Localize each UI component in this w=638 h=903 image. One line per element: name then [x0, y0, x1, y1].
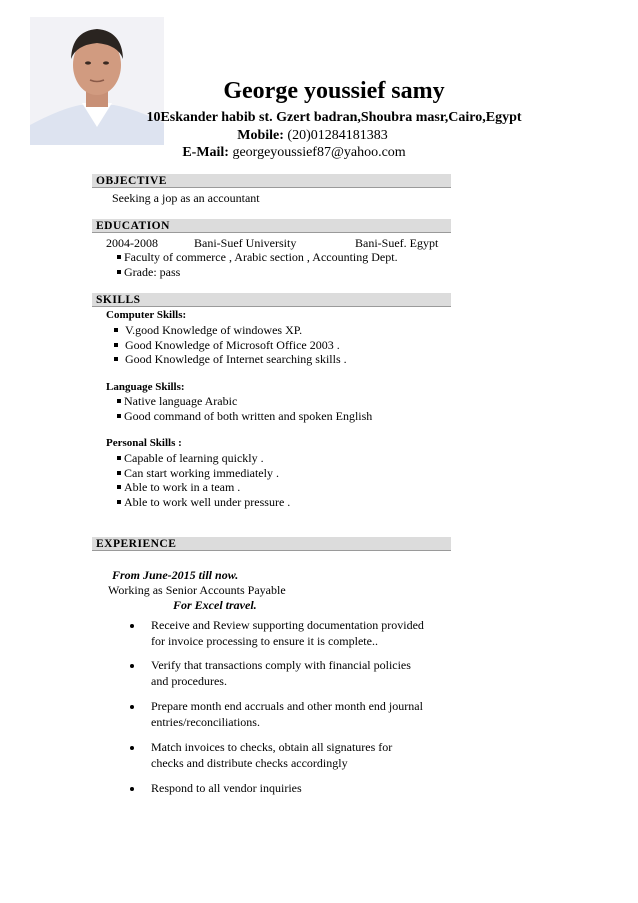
square-bullet-icon: [117, 414, 121, 418]
experience-heading: EXPERIENCE: [92, 537, 451, 551]
list-item: Can start working immediately .: [117, 466, 279, 481]
list-item: V.good Knowledge of windowes XP.: [114, 323, 302, 338]
square-bullet-icon: [117, 255, 121, 259]
square-bullet-icon: [117, 471, 121, 475]
square-bullet-icon: [117, 270, 121, 274]
candidate-name: George youssief samy: [223, 78, 445, 104]
list-item: Capable of learning quickly .: [117, 451, 264, 466]
personal-skills-title: Personal Skills :: [106, 437, 182, 449]
list-item: Good Knowledge of Microsoft Office 2003 .: [114, 338, 340, 353]
list-item: Respond to all vendor inquiries: [151, 781, 302, 795]
email-value[interactable]: georgeyoussief87@yahoo.com: [232, 145, 406, 160]
list-item: Prepare month end accruals and other month end journal entries/reconciliations.: [151, 699, 423, 729]
square-bullet-icon: [117, 399, 121, 403]
square-bullet-icon: [117, 456, 121, 460]
list-item: Able to work in a team .: [117, 480, 240, 495]
email-label: E-Mail:: [182, 145, 229, 160]
education-heading: EDUCATION: [92, 219, 451, 233]
list-item: Grade: pass: [117, 265, 180, 280]
list-item: Verify that transactions comply with financial policies and procedures.: [151, 658, 411, 688]
email-line: [0, 145, 588, 161]
education-years: 2004-2008: [106, 236, 158, 250]
mobile-value: (20)01284181383: [287, 128, 388, 143]
experience-period: From June-2015 till now.: [112, 568, 239, 582]
bullet-icon: [130, 624, 134, 628]
square-bullet-icon: [114, 328, 118, 332]
language-skills-title: Language Skills:: [106, 381, 185, 393]
list-item: Receive and Review supporting documentation provided for invoice processing to ensure it is complete..: [151, 618, 424, 648]
experience-company: For Excel travel.: [173, 598, 257, 612]
education-university: Bani-Suef University: [194, 236, 297, 250]
square-bullet-icon: [117, 500, 121, 504]
list-item: Native language Arabic: [117, 394, 237, 409]
bullet-icon: [130, 787, 134, 791]
computer-skills-title: Computer Skills:: [106, 309, 187, 321]
bullet-icon: [130, 705, 134, 709]
bullet-icon: [130, 664, 134, 668]
list-item: Match invoices to checks, obtain all signatures for checks and distribute checks accordingly: [151, 740, 393, 770]
mobile-label: Mobile:: [237, 128, 284, 143]
list-item: Able to work well under pressure .: [117, 495, 290, 510]
objective-text: Seeking a jop as an accountant: [112, 191, 260, 205]
mobile-line: [0, 128, 625, 144]
education-location: Bani-Suef. Egypt: [355, 236, 439, 250]
skills-heading: SKILLS: [92, 293, 451, 307]
square-bullet-icon: [117, 485, 121, 489]
list-item: Faculty of commerce , Arabic section , Accounting Dept.: [117, 250, 398, 265]
list-item: Good command of both written and spoken English: [117, 409, 372, 424]
objective-heading: OBJECTIVE: [92, 174, 451, 188]
square-bullet-icon: [114, 357, 118, 361]
bullet-icon: [130, 746, 134, 750]
square-bullet-icon: [114, 343, 118, 347]
address: 10Eskander habib st. Gzert badran,Shoubra masr,Cairo,Egypt: [146, 110, 522, 125]
list-item: Good Knowledge of Internet searching skills .: [114, 352, 347, 367]
experience-role: Working as Senior Accounts Payable: [108, 583, 286, 597]
